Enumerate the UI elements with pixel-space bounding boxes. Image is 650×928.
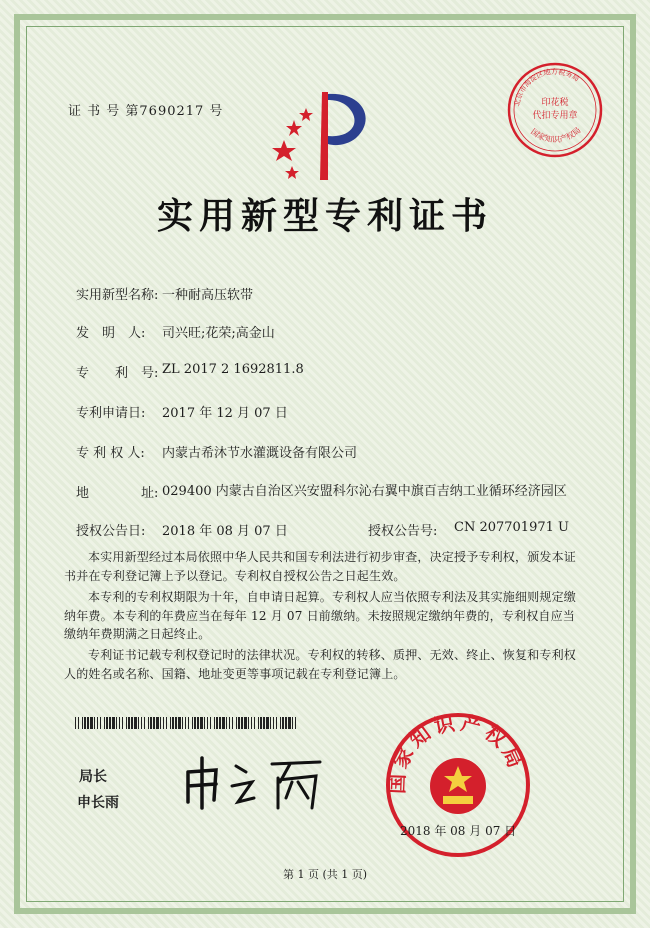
director-signature: [180, 752, 330, 812]
field-value: 司兴旺;花荣;高金山: [162, 326, 275, 341]
grant-date-label: 授权公告日:: [76, 524, 146, 539]
svg-text:印花税: 印花税: [541, 98, 569, 108]
director-name: 申长雨: [77, 795, 119, 811]
paragraph-3: 专利证书记载专利权登记时的法律状况。专利权的转移、质押、无效、终止、恢复和专利权人的姓名或名称、国籍、地址变更等事项记载在专利登记簿上。: [64, 648, 577, 681]
patentee-field: [76, 442, 357, 461]
tax-stamp-seal: [505, 60, 605, 160]
address-field: [76, 482, 567, 501]
svg-text:北京市海淀区地方税务局: 北京市海淀区地方税务局: [513, 67, 581, 107]
field-value: ZL 2017 2 1692811.8: [162, 362, 304, 377]
paragraph-1: 本实用新型经过本局依照中华人民共和国专利法进行初步审查，决定授予专利权，颁发本证书并在专利登记簿上予以登记。专利权自授权公告之日起生效。: [64, 550, 577, 583]
patent-number-field: [76, 362, 304, 381]
filing-date-field: [76, 402, 288, 421]
document-title: 实用新型专利证书: [156, 195, 493, 237]
field-label: 地 址:: [76, 486, 159, 501]
field-label: 专利申请日:: [76, 406, 146, 421]
grant-date-value: 2018 年 08 月 07 日: [162, 524, 288, 539]
field-label: 实用新型名称:: [76, 288, 159, 303]
inventor-field: [76, 322, 275, 341]
svg-text:代扣专用章: 代扣专用章: [532, 111, 578, 121]
field-label: 专 利 权 人:: [76, 446, 145, 461]
barcode: [75, 717, 297, 729]
field-value: 内蒙古希沐节水灌溉设备有限公司: [162, 446, 358, 461]
utility-model-name-field: [76, 284, 253, 303]
svg-text:国家知识产权局: 国家知识产权局: [529, 125, 583, 145]
director-title: 局长: [79, 769, 107, 785]
field-value: 2017 年 12 月 07 日: [162, 406, 288, 421]
field-value: 一种耐高压软带: [162, 288, 254, 303]
field-label: 专 利 号:: [76, 366, 159, 381]
grant-number-label: 授权公告号:: [368, 524, 438, 539]
svg-text:国家知识产权局: 国家知识产权局: [384, 710, 530, 795]
paragraph-2: 本专利的专利权期限为十年，自申请日起算。专利权人应当依照专利法及其实施细则规定缴纳年费。本专利的年费应当在每年 12 月 07 日前缴纳。未按照规定缴纳年费的，专利权自应当缴纳年费期满之日起终止。: [64, 590, 577, 641]
field-value: 029400 内蒙古自治区兴安盟科尔沁右翼中旗百吉纳工业循环经济园区: [162, 484, 567, 499]
grant-number-value: CN 207701971 U: [454, 520, 569, 535]
seal-date: 2018 年 08 月 07 日: [400, 824, 517, 838]
certificate-number: 证 书 号 第7690217 号: [68, 104, 224, 119]
cnipa-logo-icon: [272, 82, 382, 182]
field-label: 发 明 人:: [76, 326, 146, 341]
page-number: 第 1 页 (共 1 页): [282, 868, 368, 881]
